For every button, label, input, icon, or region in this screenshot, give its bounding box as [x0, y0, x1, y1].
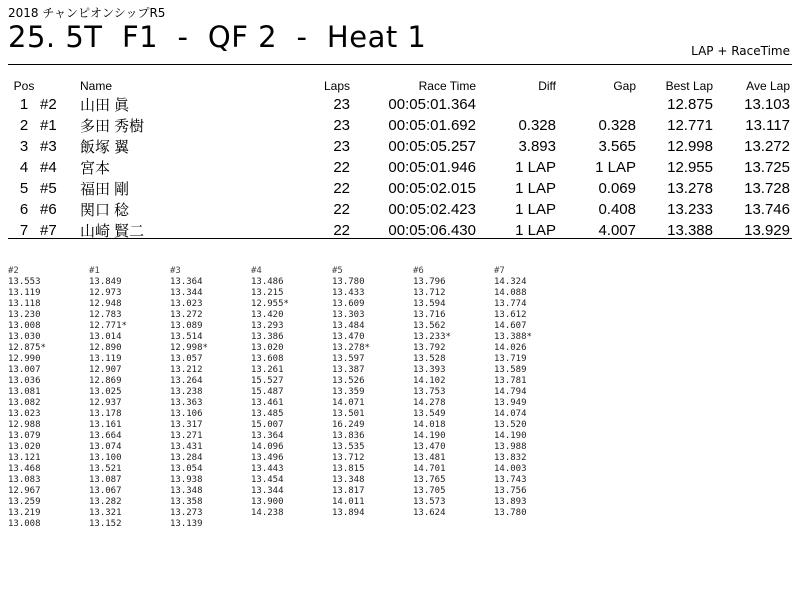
result-pos: 3 — [19, 138, 29, 155]
result-ave: 13.272 — [744, 138, 790, 155]
lap-time: 13.089 — [170, 321, 203, 331]
lap-time: 13.025 — [89, 387, 122, 397]
lap-time: 14.003 — [494, 464, 527, 474]
lap-time: 13.008 — [8, 519, 41, 529]
result-no: #2 — [40, 96, 57, 113]
lap-time: 13.938 — [170, 475, 203, 485]
lap-time: 13.067 — [89, 486, 122, 496]
result-laps: 22 — [333, 180, 350, 197]
lap-time: 13.753 — [413, 387, 446, 397]
lap-time: 13.219 — [8, 508, 41, 518]
result-no: #7 — [40, 222, 57, 239]
lap-time: 13.118 — [8, 299, 41, 309]
header-divider — [8, 64, 792, 65]
result-gap: 0.069 — [598, 180, 636, 197]
lap-column — [332, 266, 413, 530]
lap-time: 14.190 — [494, 431, 527, 441]
result-name: 宮本 — [80, 160, 111, 177]
lap-time: 13.272 — [170, 310, 203, 320]
lap-time: 13.796 — [413, 277, 446, 287]
result-best: 12.875 — [667, 96, 713, 113]
lap-time: 13.815 — [332, 464, 365, 474]
result-diff: 0.328 — [518, 117, 556, 134]
result-time: 00:05:01.692 — [388, 117, 476, 134]
col-race-time: Race Time — [418, 79, 476, 93]
lap-time: 13.609 — [332, 299, 365, 309]
lap-time: 13.501 — [332, 409, 365, 419]
result-best: 13.233 — [667, 201, 713, 218]
lap-time: 13.238 — [170, 387, 203, 397]
lap-time: 14.102 — [413, 376, 446, 386]
lap-time: 13.608 — [251, 354, 284, 364]
lap-time: 13.486 — [251, 277, 284, 287]
lap-time: 14.278 — [413, 398, 446, 408]
result-no: #3 — [40, 138, 57, 155]
result-no: #1 — [40, 117, 57, 134]
lap-time: 13.303 — [332, 310, 365, 320]
result-laps: 22 — [333, 222, 350, 239]
result-ave: 13.725 — [744, 159, 790, 176]
result-diff: 3.893 — [518, 138, 556, 155]
lap-time: 15.527 — [251, 376, 284, 386]
lap-time: 13.121 — [8, 453, 41, 463]
lap-column — [89, 266, 170, 530]
result-pos: 1 — [19, 96, 29, 113]
lap-time: 13.119 — [8, 288, 41, 298]
lap-time: 13.900 — [251, 497, 284, 507]
lap-column-car: #4 — [251, 266, 262, 276]
lap-time: 13.082 — [8, 398, 41, 408]
result-diff: 1 LAP — [515, 222, 556, 239]
result-gap — [556, 94, 636, 115]
lap-time: 13.264 — [170, 376, 203, 386]
result-best: 13.278 — [667, 180, 713, 197]
lap-time: 13.271 — [170, 431, 203, 441]
lap-time: 13.014 — [89, 332, 122, 342]
lap-column-car: #3 — [170, 266, 181, 276]
result-gap: 0.328 — [598, 117, 636, 134]
result-row — [8, 178, 790, 199]
result-pos: 6 — [19, 201, 29, 218]
result-diff: 1 LAP — [515, 180, 556, 197]
lap-time: 12.998* — [170, 343, 208, 353]
lap-time: 13.348 — [170, 486, 203, 496]
result-gap: 1 LAP — [595, 159, 636, 176]
result-laps: 23 — [333, 138, 350, 155]
lap-time: 14.701 — [413, 464, 446, 474]
results-divider — [8, 238, 792, 239]
lap-time: 13.233* — [413, 332, 451, 342]
lap-time: 13.521 — [89, 464, 122, 474]
race-title: 25. 5T F1 - QF 2 - Heat 1 — [8, 20, 427, 54]
lap-time: 12.783 — [89, 310, 122, 320]
lap-time: 13.008 — [8, 321, 41, 331]
lap-time: 13.212 — [170, 365, 203, 375]
lap-time: 14.607 — [494, 321, 527, 331]
lap-time: 13.988 — [494, 442, 527, 452]
lap-time: 13.454 — [251, 475, 284, 485]
result-diff: 1 LAP — [515, 201, 556, 218]
lap-time: 14.096 — [251, 442, 284, 452]
lap-time: 13.780 — [332, 277, 365, 287]
lap-time: 13.535 — [332, 442, 365, 452]
lap-column — [170, 266, 251, 530]
lap-time: 13.152 — [89, 519, 122, 529]
lap-time: 13.278* — [332, 343, 370, 353]
result-ave: 13.746 — [744, 201, 790, 218]
lap-time: 14.026 — [494, 343, 527, 353]
lap-time: 13.161 — [89, 420, 122, 430]
lap-time: 14.018 — [413, 420, 446, 430]
lap-time: 13.481 — [413, 453, 446, 463]
lap-time: 13.348 — [332, 475, 365, 485]
lap-time: 13.387 — [332, 365, 365, 375]
lap-time: 13.781 — [494, 376, 527, 386]
lap-time: 13.273 — [170, 508, 203, 518]
col-ave-lap: Ave Lap — [746, 79, 790, 93]
lap-time: 13.664 — [89, 431, 122, 441]
lap-time: 13.526 — [332, 376, 365, 386]
result-name: 山田 眞 — [80, 97, 130, 114]
lap-time: 13.321 — [89, 508, 122, 518]
result-pos: 5 — [19, 180, 29, 197]
result-ave: 13.929 — [744, 222, 790, 239]
result-best: 12.771 — [667, 117, 713, 134]
lap-time: 13.317 — [170, 420, 203, 430]
lap-time: 14.794 — [494, 387, 527, 397]
result-name: 多田 秀樹 — [80, 118, 145, 135]
lap-time: 13.594 — [413, 299, 446, 309]
result-laps: 23 — [333, 96, 350, 113]
lap-time: 13.443 — [251, 464, 284, 474]
lap-time: 13.716 — [413, 310, 446, 320]
result-gap: 0.408 — [598, 201, 636, 218]
lap-time: 13.139 — [170, 519, 203, 529]
col-gap: Gap — [613, 79, 636, 93]
lap-time: 13.020 — [251, 343, 284, 353]
report-mode-label: LAP + RaceTime — [691, 44, 790, 58]
lap-column-car: #5 — [332, 266, 343, 276]
lap-time: 13.468 — [8, 464, 41, 474]
lap-time: 13.893 — [494, 497, 527, 507]
event-subtitle: 2018 チャンピオンシップR5 — [8, 6, 166, 20]
lap-time: 13.023 — [170, 299, 203, 309]
lap-time: 13.023 — [8, 409, 41, 419]
lap-time: 13.420 — [251, 310, 284, 320]
lap-time: 14.324 — [494, 277, 527, 287]
result-pos: 2 — [19, 117, 29, 134]
lap-time: 13.293 — [251, 321, 284, 331]
lap-time: 13.431 — [170, 442, 203, 452]
lap-time: 13.817 — [332, 486, 365, 496]
result-ave: 13.728 — [744, 180, 790, 197]
lap-column — [251, 266, 332, 530]
lap-column — [494, 266, 575, 530]
lap-time: 13.007 — [8, 365, 41, 375]
lap-time: 12.955* — [251, 299, 289, 309]
lap-time: 13.363 — [170, 398, 203, 408]
result-best: 13.388 — [667, 222, 713, 239]
lap-time: 12.875* — [8, 343, 46, 353]
lap-time: 14.071 — [332, 398, 365, 408]
lap-time: 13.573 — [413, 497, 446, 507]
lap-time: 13.484 — [332, 321, 365, 331]
col-no — [40, 78, 80, 94]
lap-time: 13.284 — [170, 453, 203, 463]
lap-time: 13.780 — [494, 508, 527, 518]
lap-time: 13.359 — [332, 387, 365, 397]
result-time: 00:05:02.423 — [388, 201, 476, 218]
result-pos: 7 — [19, 222, 29, 239]
result-pos: 4 — [19, 159, 29, 176]
lap-time: 13.894 — [332, 508, 365, 518]
result-row — [8, 157, 790, 178]
lap-time: 13.949 — [494, 398, 527, 408]
result-no: #4 — [40, 159, 57, 176]
lap-column-car: #1 — [89, 266, 100, 276]
lap-time: 13.496 — [251, 453, 284, 463]
result-row — [8, 94, 790, 115]
result-diff — [476, 94, 556, 115]
lap-time: 13.528 — [413, 354, 446, 364]
lap-time: 13.083 — [8, 475, 41, 485]
lap-time: 13.470 — [332, 332, 365, 342]
lap-time: 13.597 — [332, 354, 365, 364]
result-best: 12.998 — [667, 138, 713, 155]
lap-time: 15.487 — [251, 387, 284, 397]
lap-time: 13.358 — [170, 497, 203, 507]
col-diff: Diff — [538, 79, 556, 93]
lap-time: 13.178 — [89, 409, 122, 419]
lap-time: 13.624 — [413, 508, 446, 518]
lap-time: 13.079 — [8, 431, 41, 441]
lap-time: 13.119 — [89, 354, 122, 364]
lap-column-car: #2 — [8, 266, 19, 276]
lap-time: 13.520 — [494, 420, 527, 430]
lap-time: 13.836 — [332, 431, 365, 441]
result-row — [8, 136, 790, 157]
col-name: Name — [80, 79, 113, 93]
lap-time: 13.386 — [251, 332, 284, 342]
result-gap: 4.007 — [598, 222, 636, 239]
lap-time: 12.973 — [89, 288, 122, 298]
lap-time: 13.705 — [413, 486, 446, 496]
lap-column-car: #6 — [413, 266, 424, 276]
lap-time: 13.364 — [170, 277, 203, 287]
lap-time: 13.344 — [251, 486, 284, 496]
col-best-lap: Best Lap — [665, 79, 713, 93]
lap-time: 12.890 — [89, 343, 122, 353]
lap-time: 13.106 — [170, 409, 203, 419]
lap-time: 13.433 — [332, 288, 365, 298]
col-pos: Pos — [13, 79, 35, 93]
result-name: 山崎 賢二 — [80, 223, 145, 240]
lap-time: 13.485 — [251, 409, 284, 419]
lap-time: 14.074 — [494, 409, 527, 419]
lap-column — [413, 266, 494, 530]
lap-time: 14.088 — [494, 288, 527, 298]
lap-time: 13.849 — [89, 277, 122, 287]
lap-time: 14.190 — [413, 431, 446, 441]
lap-time: 13.549 — [413, 409, 446, 419]
lap-time: 13.030 — [8, 332, 41, 342]
lap-time: 15.007 — [251, 420, 284, 430]
lap-time: 12.869 — [89, 376, 122, 386]
result-name: 飯塚 翼 — [80, 139, 130, 156]
result-row — [8, 115, 790, 136]
lap-time: 13.344 — [170, 288, 203, 298]
lap-time: 13.562 — [413, 321, 446, 331]
lap-time: 13.712 — [332, 453, 365, 463]
lap-time: 13.100 — [89, 453, 122, 463]
results-table — [8, 78, 790, 241]
lap-column-car: #7 — [494, 266, 505, 276]
lap-time: 13.364 — [251, 431, 284, 441]
lap-time: 13.756 — [494, 486, 527, 496]
result-diff: 1 LAP — [515, 159, 556, 176]
result-name: 関口 稔 — [80, 202, 130, 219]
lap-time: 13.712 — [413, 288, 446, 298]
lap-time: 12.967 — [8, 486, 41, 496]
lap-time: 13.514 — [170, 332, 203, 342]
result-laps: 22 — [333, 201, 350, 218]
lap-time: 12.990 — [8, 354, 41, 364]
result-gap: 3.565 — [598, 138, 636, 155]
lap-time: 13.215 — [251, 288, 284, 298]
lap-column — [8, 266, 89, 530]
lap-times-grid — [8, 266, 575, 530]
result-time: 00:05:01.946 — [388, 159, 476, 176]
result-time: 00:05:01.364 — [388, 96, 476, 113]
lap-time: 13.087 — [89, 475, 122, 485]
results-header-row — [8, 78, 790, 94]
result-row — [8, 199, 790, 220]
lap-time: 13.057 — [170, 354, 203, 364]
result-time: 00:05:05.257 — [388, 138, 476, 155]
lap-time: 13.765 — [413, 475, 446, 485]
lap-time: 14.238 — [251, 508, 284, 518]
lap-time: 13.393 — [413, 365, 446, 375]
lap-time: 13.743 — [494, 475, 527, 485]
col-laps: Laps — [323, 79, 350, 93]
lap-time: 13.388* — [494, 332, 532, 342]
lap-time: 13.553 — [8, 277, 41, 287]
lap-time: 13.074 — [89, 442, 122, 452]
lap-time: 13.719 — [494, 354, 527, 364]
lap-time: 13.461 — [251, 398, 284, 408]
lap-time: 13.832 — [494, 453, 527, 463]
lap-time: 13.081 — [8, 387, 41, 397]
lap-time: 13.589 — [494, 365, 527, 375]
lap-time: 13.612 — [494, 310, 527, 320]
lap-time: 13.036 — [8, 376, 41, 386]
lap-time: 12.948 — [89, 299, 122, 309]
lap-time: 13.230 — [8, 310, 41, 320]
lap-time: 12.907 — [89, 365, 122, 375]
lap-time: 13.792 — [413, 343, 446, 353]
lap-time: 12.937 — [89, 398, 122, 408]
result-time: 00:05:06.430 — [388, 222, 476, 239]
lap-time: 12.988 — [8, 420, 41, 430]
lap-time: 13.054 — [170, 464, 203, 474]
lap-time: 13.020 — [8, 442, 41, 452]
lap-time: 12.771* — [89, 321, 127, 331]
result-time: 00:05:02.015 — [388, 180, 476, 197]
result-no: #5 — [40, 180, 57, 197]
result-name: 福田 剛 — [80, 181, 130, 198]
result-laps: 23 — [333, 117, 350, 134]
lap-time: 16.249 — [332, 420, 365, 430]
result-ave: 13.117 — [745, 117, 790, 134]
lap-time: 13.470 — [413, 442, 446, 452]
lap-time: 13.259 — [8, 497, 41, 507]
lap-time: 13.261 — [251, 365, 284, 375]
lap-time: 14.011 — [332, 497, 365, 507]
lap-time: 13.774 — [494, 299, 527, 309]
result-best: 12.955 — [667, 159, 713, 176]
result-ave: 13.103 — [744, 96, 790, 113]
result-laps: 22 — [333, 159, 350, 176]
result-no: #6 — [40, 201, 57, 218]
lap-time: 13.282 — [89, 497, 122, 507]
